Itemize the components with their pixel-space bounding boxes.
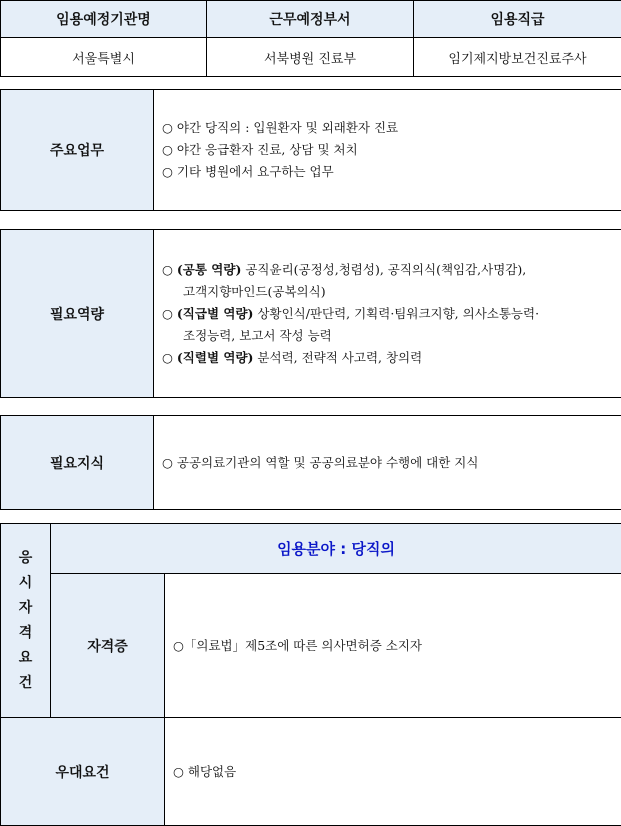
field-title: 임용분야 : 당직의 xyxy=(51,524,621,574)
competency-category: (공통 역량) xyxy=(176,261,242,277)
agency-value: 서울특별시 xyxy=(1,38,207,77)
requirements-side-label xyxy=(1,524,51,718)
bullet-icon: ○ xyxy=(162,349,177,365)
duties-label: 주요업무 xyxy=(1,90,154,211)
license-item: ○「의료법」제5조에 따른 의사면허증 소지자 xyxy=(173,637,422,653)
competency-category: (직렬별 역량) xyxy=(176,349,254,365)
competency-item-series xyxy=(162,347,621,369)
competency-text: 분석력, 전략적 사고력, 창의력 xyxy=(253,349,423,365)
side-char: 건 xyxy=(18,674,33,691)
department-value: 서북병원 진료부 xyxy=(207,38,414,77)
knowledge-table xyxy=(0,415,621,510)
competency-table xyxy=(0,229,621,398)
duty-item: ○ 기타 병원에서 요구하는 업무 xyxy=(162,164,334,179)
rank-value: 임기제지방보건진료주사 xyxy=(414,38,621,77)
preference-label: 우대요건 xyxy=(1,718,165,826)
bullet-icon: ○ xyxy=(162,305,177,321)
competency-item-rank xyxy=(162,303,621,325)
preference-item: ○ 해당없음 xyxy=(173,763,237,779)
competency-text: 상황인식/판단력, 기획력·팀워크지향, 의사소통능력· xyxy=(253,305,540,321)
side-char: 격 xyxy=(18,624,33,641)
competency-continuation: 고객지향마인드(공복의식) xyxy=(183,283,326,299)
duties-table xyxy=(0,89,621,211)
competency-text: 공직윤리(공정성,청렴성), 공직의식(책임감,사명감), xyxy=(241,261,527,277)
duties-content xyxy=(154,90,621,211)
agency-header: 임용예정기관명 xyxy=(1,1,207,38)
requirements-table xyxy=(0,523,621,826)
knowledge-label: 필요지식 xyxy=(1,416,154,510)
side-char: 요 xyxy=(18,649,33,666)
competency-continuation: 조정능력, 보고서 작성 능력 xyxy=(183,327,332,343)
license-label: 자격증 xyxy=(51,574,165,718)
competency-item-common xyxy=(162,259,621,281)
department-header: 근무예정부서 xyxy=(207,1,414,38)
competency-label: 필요역량 xyxy=(1,230,154,398)
side-char: 응 xyxy=(18,549,33,566)
bullet-icon: ○ xyxy=(162,261,177,277)
competency-content xyxy=(154,230,621,398)
knowledge-content xyxy=(154,416,621,510)
rank-header: 임용직급 xyxy=(414,1,621,38)
duty-item: ○ 야간 당직의 : 입원환자 및 외래환자 진료 xyxy=(162,120,399,135)
preference-content xyxy=(165,718,621,826)
duty-item: ○ 야간 응급환자 진료, 상담 및 처치 xyxy=(162,142,358,157)
license-content xyxy=(165,574,621,718)
knowledge-item: ○ 공공의료기관의 역할 및 공공의료분야 수행에 대한 지식 xyxy=(162,454,479,470)
position-info-table xyxy=(0,0,621,77)
side-char: 자 xyxy=(18,599,33,616)
competency-category: (직급별 역량) xyxy=(176,305,254,321)
side-char: 시 xyxy=(18,574,33,591)
